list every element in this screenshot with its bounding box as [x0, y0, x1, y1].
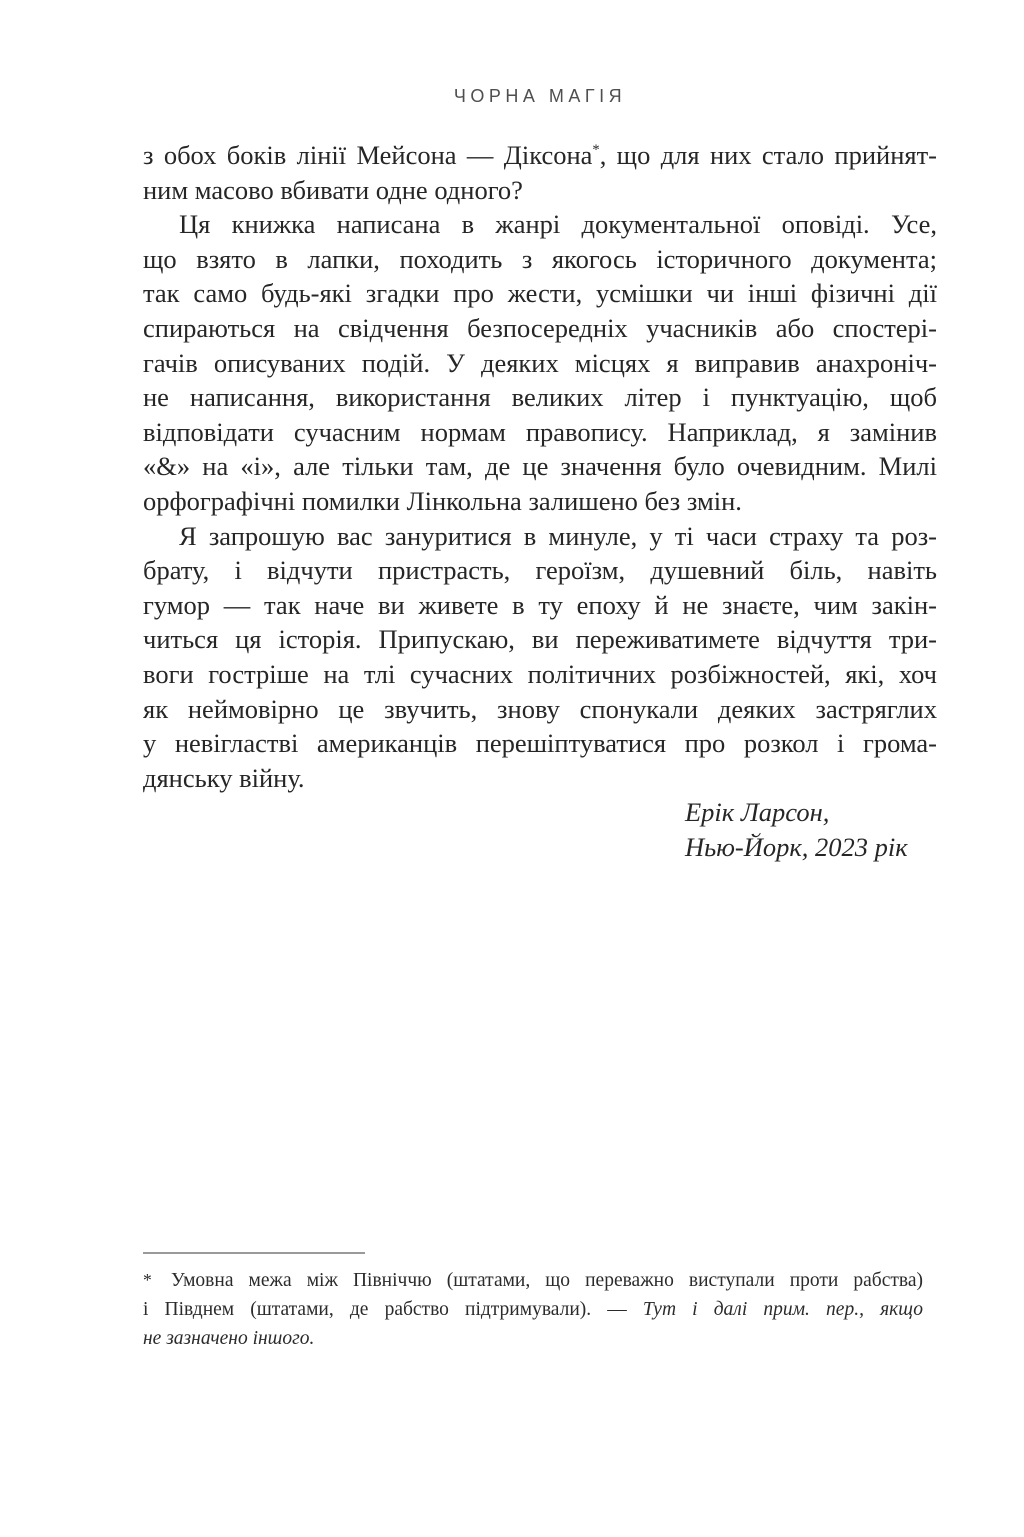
body-text — [143, 138, 937, 864]
footnote-ref-asterisk: * — [592, 142, 600, 159]
author-signature — [685, 795, 937, 864]
footnote-line — [143, 1295, 923, 1324]
text-line: так само будь-які згадки про жести, усмішки чи інші фізичні дії — [143, 278, 937, 309]
text-line: що взято в лапки, походить з якогось історичного документа; — [143, 243, 937, 274]
footnote-marker: * — [143, 1270, 152, 1290]
text-line: дянську війну. — [143, 762, 305, 793]
signature-place-year: Нью-Йорк, 2023 рік — [685, 831, 908, 862]
text-line: «&» на «і», але тільки там, де це значення було очевидним. Милі — [143, 451, 937, 482]
text-line: відповідати сучасним нормам правопису. Наприклад, я замінив — [143, 416, 937, 447]
footnote-translator-note: Тут і далі прим. пер., якщо — [642, 1299, 923, 1320]
footnote-translator-note: не зазначено іншого. — [143, 1328, 315, 1349]
signature-author: Ерік Ларсон, — [685, 797, 830, 828]
footnote-line — [143, 1324, 923, 1353]
text-line: ним масово вбивати одне одного? — [143, 174, 523, 205]
text-line: читься ця історія. Припускаю, ви переживатимете відчуття три- — [143, 624, 937, 655]
footnote — [143, 1252, 923, 1353]
text-line: брату, і відчути пристрасть, героїзм, душевний біль, навіть — [143, 555, 937, 586]
footnote-rule — [143, 1252, 365, 1254]
footnote-line — [143, 1266, 923, 1295]
text-line: Я запрошую вас зануритися в минуле, у ті часи страху та роз- — [179, 520, 937, 551]
text-line: як неймовірно це звучить, знову спонукали деяких застряглих — [143, 693, 937, 724]
footnote-text: і Півднем (штатами, де рабство підтримували). — — [143, 1299, 643, 1320]
text-line: Ця книжка написана в жанрі документальної оповіді. Усе, — [179, 209, 937, 240]
text-line: не написання, використання великих літер і пунктуацію, щоб — [143, 382, 937, 413]
footnote-lines — [143, 1266, 923, 1353]
text-line: спираються на свідчення безпосередніх учасників або спостері- — [143, 312, 937, 343]
text-line: у невігластві американців перешіптуватися про розкол і грома- — [143, 728, 937, 759]
text-line: орфографічні помилки Лінкольна залишено без змін. — [143, 485, 742, 516]
text-line: гачів описуваних подій. У деяких місцях я виправив анахроніч- — [143, 347, 937, 378]
running-head: ЧОРНА МАГІЯ — [453, 86, 627, 106]
footnote-text: Умовна межа між Північчю (штатами, що переважно виступали проти рабства) — [171, 1270, 923, 1291]
text-line: з обох боків лінії Мейсона — Діксона*, що для них стало прийнят- — [143, 140, 937, 170]
text-line: гумор — так наче ви живете в ту епоху й не знаєте, чим закін- — [143, 589, 937, 620]
text-line: воги гостріше на тлі сучасних політичних розбіжностей, які, хоч — [143, 658, 937, 689]
